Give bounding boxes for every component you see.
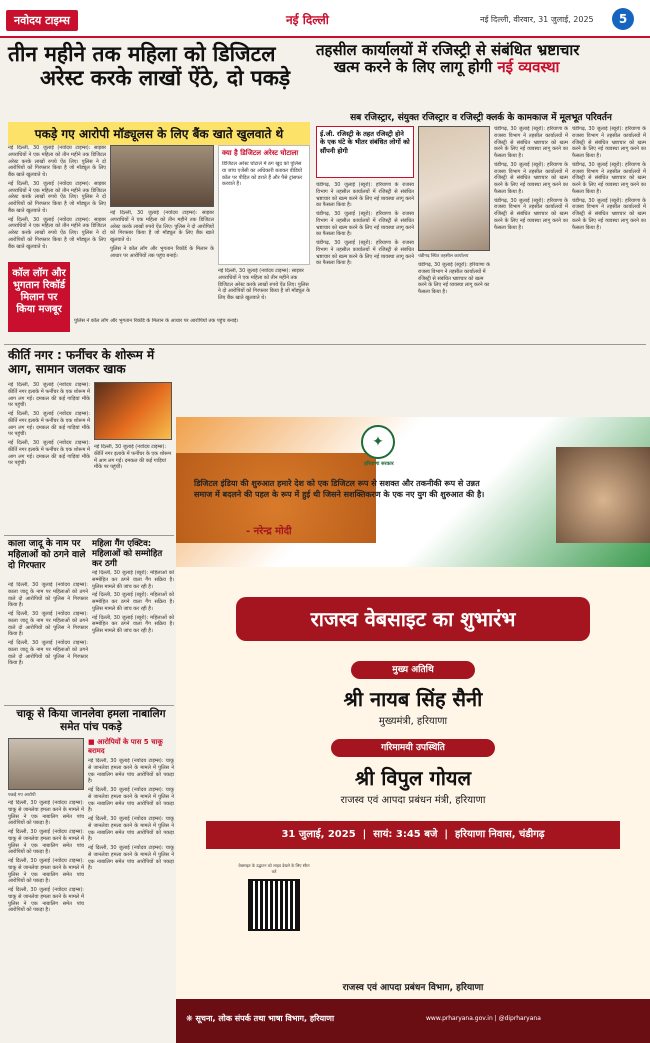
magic-body-text: नई दिल्ली, 30 जुलाई (नवोदय टाइम्स): काला जादू के नाम पर महिलाओं को ठगने वाले दो आरोपियों को पुलिस ने गिरफ्तार किया है। (8, 582, 88, 609)
right-headline-accent: नई व्यवस्था (497, 58, 560, 77)
gang-body-text: नई दिल्ली, 30 जुलाई (ब्यूरो): महिलाओं को सम्मोहित कर ठगने वाला गैंग सक्रिय है। पुलिस मामले की जांच कर रही है। (92, 570, 174, 590)
ad-quote-author: - नरेन्द्र मोदी (246, 526, 292, 537)
newspaper-brand: नवोदय टाइम्स (6, 10, 78, 31)
fire-body-text2: नई दिल्ली, 30 जुलाई (नवोदय टाइम्स): कीर्ति नगर इलाके में फर्नीचर के एक शोरूम में आग लग गई। दमकल की कई गाड़ियां मौके पर पहुंचीं। (8, 411, 90, 438)
guest-name: श्री विपुल गोयल (354, 766, 472, 790)
knife-body-col2-text: नई दिल्ली, 30 जुलाई (नवोदय टाइम्स): चाकू से जानलेवा हमला करने के मामले में पुलिस ने एक नाबालिग समेत पांच आरोपियों को पकड़ा है। (88, 758, 174, 785)
right-body-col2: चंडीगढ़, 30 जुलाई (ब्यूरो): हरियाणा के राजस्व विभाग ने तहसील कार्यालयों में रजिस्ट्री से संबंधित भ्रष्टाचार को खत्म करने के लिए नई व्यवस्था लागू करने का फैसला किया है। (418, 262, 490, 295)
knife-body-col2-text4: नई दिल्ली, 30 जुलाई (नवोदय टाइम्स): चाकू से जानलेवा हमला करने के मामले में पुलिस ने एक नाबालिग समेत पांच आरोपियों को पकड़ा है। (88, 845, 174, 872)
chief-guest-label: मुख्य अतिथि (351, 661, 475, 679)
event-details: 31 जुलाई, 2025 | सायं: 3:45 बजे | हरियाणा निवास, चंडीगढ़ (206, 821, 620, 849)
knife-body-text3: नई दिल्ली, 30 जुलाई (नवोदय टाइम्स): चाकू से जानलेवा हमला करने के मामले में पुलिस ने एक नाबालिग समेत पांच आरोपियों को पकड़ा है। (8, 858, 84, 885)
right-body-col4-text: चंडीगढ़, 30 जुलाई (ब्यूरो): हरियाणा के राजस्व विभाग ने तहसील कार्यालयों में रजिस्ट्री से संबंधित भ्रष्टाचार को खत्म करने के लिए नई व्यवस्था लागू करने का फैसला किया है। (572, 126, 646, 159)
page-number: 5 (612, 8, 634, 30)
knife-body-col2 (88, 758, 174, 1038)
magic-body (8, 582, 88, 702)
gang-body-text2: नई दिल्ली, 30 जुलाई (ब्यूरो): महिलाओं को सम्मोहित कर ठगने वाला गैंग सक्रिय है। पुलिस मामले की जांच कर रही है। (92, 592, 174, 612)
divider-knife (4, 705, 174, 706)
lead-body-text: नई दिल्ली, 30 जुलाई (नवोदय टाइम्स): साइबर अपराधियों ने एक महिला को तीन महीने तक डिजिटल अरेस्ट करके लाखों रुपये ऐंठ लिए। पुलिस ने दो आरोपियों को गिरफ्तार किया है जो मॉड्यूल के लिए बैंक खाते खुलवाते थे। (8, 145, 106, 178)
magic-headline: काला जादू के नाम पर महिलाओं को ठगने वाले दो गिरफ्तार (8, 539, 86, 571)
knife-headline: चाकू से किया जानलेवा हमला नाबालिग समेत पांच पकड़े (16, 708, 166, 733)
qr-note: वेबसाइट के उद्घाटन को लाइव देखने के लिए स्कैन करें (238, 863, 310, 874)
right-photo (418, 126, 490, 251)
fire-body-text3: नई दिल्ली, 30 जुलाई (नवोदय टाइम्स): कीर्ति नगर इलाके में फर्नीचर के एक शोरूम में आग लग गई। दमकल की कई गाड़ियां मौके पर पहुंचीं। (8, 440, 90, 467)
right-body-col4 (572, 126, 646, 342)
gang-headline: महिला गैंग एक्टिव: महिलाओं को सम्मोहित कर ठगी (92, 539, 163, 570)
gang-body (92, 570, 174, 702)
knife-body-col2-text2: नई दिल्ली, 30 जुलाई (नवोदय टाइम्स): चाकू से जानलेवा हमला करने के मामले में पुलिस ने एक नाबालिग समेत पांच आरोपियों को पकड़ा है। (88, 787, 174, 814)
magic-body-text2: नई दिल्ली, 30 जुलाई (नवोदय टाइम्स): काला जादू के नाम पर महिलाओं को ठगने वाले दो आरोपियों को पुलिस ने गिरफ्तार किया है। (8, 611, 88, 638)
lead-photo (110, 145, 214, 207)
cm-portrait (556, 447, 650, 543)
event-date: 31 जुलाई, 2025 (281, 829, 356, 840)
qr-code-icon[interactable] (248, 879, 300, 931)
right-body-col3-text2: चंडीगढ़, 30 जुलाई (ब्यूरो): हरियाणा के राजस्व विभाग ने तहसील कार्यालयों में रजिस्ट्री से संबंधित भ्रष्टाचार को खत्म करने के लिए नई व्यवस्था लागू करने का फैसला किया है। (494, 161, 568, 195)
knife-subhead: ■ आरोपियों के पास 5 चाकू बरामद (88, 738, 163, 755)
fire-body-col2: नई दिल्ली, 30 जुलाई (नवोदय टाइम्स): कीर्ति नगर इलाके में फर्नीचर के एक शोरूम में आग लग गई। दमकल की कई गाड़ियां मौके पर पहुंचीं। (94, 444, 172, 471)
lead-body-col2-text2: पुलिस ने कॉल लॉग और भुगतान रिकॉर्ड के मिलान के आधार पर आरोपियों तक पहुंच बनाई। (110, 245, 214, 259)
lead-headline (8, 42, 310, 90)
right-headline-line2 (316, 59, 646, 76)
right-headline-line1: तहसील कार्यालयों में रजिस्ट्री से संबंधित भ्रष्टाचार (316, 41, 580, 59)
guest-label: गरिमामयी उपस्थिति (331, 739, 495, 757)
dept-badge: हरियाणा सरकार (364, 461, 394, 467)
right-headline-main: खत्म करने के लिए लागू होगी (334, 58, 493, 77)
knife-subhead-text: आरोपियों के पास 5 चाकू बरामद (88, 738, 163, 755)
footer-info: ❋ सूचना, लोक संपर्क तथा भाषा विभाग, हरियाणा (186, 1014, 335, 1023)
lead-body-col2-text: नई दिल्ली, 30 जुलाई (नवोदय टाइम्स): साइबर अपराधियों ने एक महिला को तीन महीने तक डिजिटल अरेस्ट करके लाखों रुपये ऐंठ लिए। पुलिस ने दो आरोपियों को गिरफ्तार किया है जो मॉड्यूल के लिए बैंक खाते खुलवाते थे। (110, 210, 214, 243)
magic-body-text3: नई दिल्ली, 30 जुलाई (नवोदय टाइम्स): काला जादू के नाम पर महिलाओं को ठगने वाले दो आरोपियों को पुलिस ने गिरफ्तार किया है। (8, 640, 88, 667)
lead-headline-line1: तीन महीने तक महिला को डिजिटल (8, 41, 276, 66)
lead-subhead: पकड़े गए आरोपी मॉड्यूलस के लिए बैंक खाते खुलवाते थे (8, 122, 310, 145)
dateline: नई दिल्ली, वीरवार, 31 जुलाई, 2025 (480, 15, 594, 24)
right-body-col3-text3: चंडीगढ़, 30 जुलाई (ब्यूरो): हरियाणा के राजस्व विभाग ने तहसील कार्यालयों में रजिस्ट्री से संबंधित भ्रष्टाचार को खत्म करने के लिए नई व्यवस्था लागू करने का फैसला किया है। (494, 197, 568, 231)
right-body-col3 (494, 126, 568, 342)
chief-guest-designation: मुख्यमंत्री, हरियाणा (378, 716, 448, 727)
right-body-col1-text: चंडीगढ़, 30 जुलाई (ब्यूरो): हरियाणा के राजस्व विभाग ने तहसील कार्यालयों में रजिस्ट्री से संबंधित भ्रष्टाचार को खत्म करने के लिए नई व्यवस्था लागू करने का फैसला किया है। (316, 182, 414, 209)
ad-quote: डिजिटल इंडिया की शुरुआत हमारे देश को एक डिजिटल रूप से सशक्त और तकनीकी रूप से उन्नत समाज में बदलने की पहल के रूप में हुई थी जिसने सशक्तिकरण के एक नए युग की शुरुआत की है। (194, 479, 485, 499)
ad-banner: राजस्व वेबसाइट का शुभारंभ (236, 597, 590, 641)
right-body-col1 (316, 182, 414, 342)
event-time: सायं: 3:45 बजे (373, 829, 438, 840)
lead-body-text-cont2: नई दिल्ली, 30 जुलाई (नवोदय टाइम्स): साइबर अपराधियों ने एक महिला को तीन महीने तक डिजिटल अरेस्ट करके लाखों रुपये ऐंठ लिए। पुलिस ने दो आरोपियों को गिरफ्तार किया है जो मॉड्यूल के लिए बैंक खाते खुलवाते थे। (8, 216, 106, 250)
edition-city: नई दिल्ली (286, 13, 329, 27)
fire-body-text: नई दिल्ली, 30 जुलाई (नवोदय टाइम्स): कीर्ति नगर इलाके में फर्नीचर के एक शोरूम में आग लग गई। दमकल की कई गाड़ियां मौके पर पहुंचीं। (8, 382, 90, 409)
footer-web: www.prharyana.gov.in | @diprharyana (426, 1015, 541, 1022)
fire-headline: कीर्ति नगर : फर्नीचर के शोरूम में आग, सामान जलकर खाक (8, 348, 155, 377)
knife-body-col2-text3: नई दिल्ली, 30 जुलाई (नवोदय टाइम्स): चाकू से जानलेवा हमला करने के मामले में पुलिस ने एक नाबालिग समेत पांच आरोपियों को पकड़ा है। (88, 816, 174, 843)
knife-body-text2: नई दिल्ली, 30 जुलाई (नवोदय टाइम्स): चाकू से जानलेवा हमला करने के मामले में पुलिस ने एक नाबालिग समेत पांच आरोपियों को पकड़ा है। (8, 829, 84, 856)
chief-guest-name: श्री नायब सिंह सैनी (343, 687, 483, 711)
explainer-body: डिजिटल अरेस्ट घोटाले में ठग खुद को पुलिस या जांच एजेंसी का अधिकारी बताकर वीडियो कॉल पर पीड़ित को डराते हैं और पैसे ट्रांसफर करवाते हैं। (222, 161, 303, 188)
guest-designation: राजस्व एवं आपदा प्रबंधन मंत्री, हरियाणा (340, 795, 486, 806)
ad-footer-dept: राजस्व एवं आपदा प्रबंधन विभाग, हरियाणा (342, 983, 484, 993)
right-headline (316, 42, 646, 77)
knife-photo (8, 738, 84, 790)
event-venue: हरियाणा निवास, चंडीगढ़ (454, 829, 545, 840)
knife-photo-caption: पकड़े गए आरोपी (8, 793, 36, 798)
right-subhead: सब रजिस्ट्रार, संयुक्त रजिस्ट्रार व रजिस्ट्री क्लर्क के कामकाज में मूलभूत परिवर्तन (350, 113, 612, 123)
haryana-emblem-icon: ✦ (361, 425, 395, 459)
knife-body-text4: नई दिल्ली, 30 जुलाई (नवोदय टाइम्स): चाकू से जानलेवा हमला करने के मामले में पुलिस ने एक नाबालिग समेत पांच आरोपियों को पकड़ा है। (8, 887, 84, 914)
ad-footer (176, 999, 650, 1043)
gang-body-text3: नई दिल्ली, 30 जुलाई (ब्यूरो): महिलाओं को सम्मोहित कर ठगने वाला गैंग सक्रिय है। पुलिस मामले की जांच कर रही है। (92, 614, 174, 634)
right-body-col1-text3: चंडीगढ़, 30 जुलाई (ब्यूरो): हरियाणा के राजस्व विभाग ने तहसील कार्यालयों में रजिस्ट्री से संबंधित भ्रष्टाचार को खत्म करने के लिए नई व्यवस्था लागू करने का फैसला किया है। (316, 240, 414, 267)
lead-body-col3: नई दिल्ली, 30 जुलाई (नवोदय टाइम्स): साइबर अपराधियों ने एक महिला को तीन महीने तक डिजिटल अरेस्ट करके लाखों रुपये ऐंठ लिए। पुलिस ने दो आरोपियों को गिरफ्तार किया है जो मॉड्यूल के लिए बैंक खाते खुलवाते थे। (218, 268, 310, 301)
right-body-col4-text2: चंडीगढ़, 30 जुलाई (ब्यूरो): हरियाणा के राजस्व विभाग ने तहसील कार्यालयों में रजिस्ट्री से संबंधित भ्रष्टाचार को खत्म करने के लिए नई व्यवस्था लागू करने का फैसला किया है। (572, 161, 646, 195)
lead-body-text-cont: नई दिल्ली, 30 जुलाई (नवोदय टाइम्स): साइबर अपराधियों ने एक महिला को तीन महीने तक डिजिटल अरेस्ट करके लाखों रुपये ऐंठ लिए। पुलिस ने दो आरोपियों को गिरफ्तार किया है जो मॉड्यूल के लिए बैंक खाते खुलवाते थे। (8, 180, 106, 214)
knife-body-text: नई दिल्ली, 30 जुलाई (नवोदय टाइम्स): चाकू से जानलेवा हमला करने के मामले में पुलिस ने एक नाबालिग समेत पांच आरोपियों को पकड़ा है। (8, 800, 84, 827)
right-box: ई.जी. रजिस्ट्री के तहत रजिस्ट्री होने के एक घंटे के भीतर संबंधित लोगों को सौंपनी होगी (316, 126, 414, 178)
explainer-box (218, 145, 310, 265)
knife-body (8, 800, 84, 1038)
fire-photo (94, 382, 172, 440)
lead-callout: कॉल लॉग और भुगतान रिकॉर्ड मिलान पर किया मजबूर (8, 262, 70, 332)
right-body-col4-text3: चंडीगढ़, 30 जुलाई (ब्यूरो): हरियाणा के राजस्व विभाग ने तहसील कार्यालयों में रजिस्ट्री से संबंधित भ्रष्टाचार को खत्म करने के लिए नई व्यवस्था लागू करने का फैसला किया है। (572, 197, 646, 231)
divider-magic (4, 535, 174, 536)
footer-info-text: सूचना, लोक संपर्क तथा भाषा विभाग, हरियाणा (195, 1014, 335, 1023)
right-body-col1-text2: चंडीगढ़, 30 जुलाई (ब्यूरो): हरियाणा के राजस्व विभाग ने तहसील कार्यालयों में रजिस्ट्री से संबंधित भ्रष्टाचार को खत्म करने के लिए नई व्यवस्था लागू करने का फैसला किया है। (316, 211, 414, 238)
lead-body-col2 (110, 210, 214, 315)
right-photo-caption: चंडीगढ़ स्थित तहसील कार्यालय (418, 254, 469, 259)
masthead (0, 0, 650, 38)
government-ad (176, 417, 650, 1043)
fire-body (8, 382, 90, 532)
explainer-title: क्या है डिजिटल अरेस्ट घोटाला (222, 149, 299, 157)
lead-headline-line2: अरेस्ट करके लाखों ऐंठे, दो पकड़े (40, 65, 291, 91)
lead-callout-body: पुलिस ने कॉल लॉग और भुगतान रिकॉर्ड के मिलान के आधार पर आरोपियों तक पहुंच बनाई। (74, 318, 239, 324)
section-divider (4, 344, 646, 345)
right-body-col3-text: चंडीगढ़, 30 जुलाई (ब्यूरो): हरियाणा के राजस्व विभाग ने तहसील कार्यालयों में रजिस्ट्री से संबंधित भ्रष्टाचार को खत्म करने के लिए नई व्यवस्था लागू करने का फैसला किया है। (494, 126, 568, 159)
